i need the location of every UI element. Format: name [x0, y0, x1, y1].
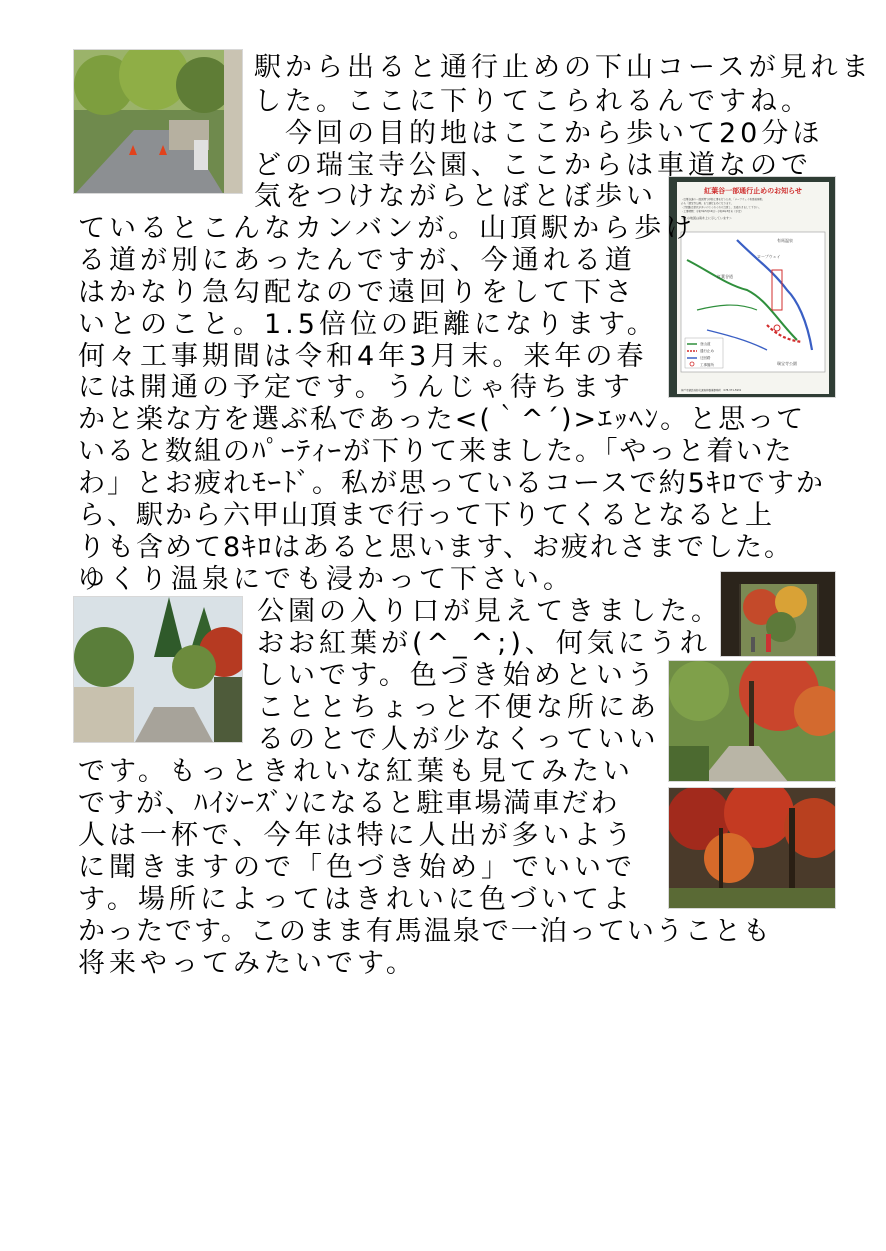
sign-map [677, 230, 829, 380]
sign-body-line: ・紅葉谷道の一部区間で砂防工事を行うため、「ロープウェイ有馬温泉駅」 [681, 198, 765, 201]
text-line: こととちょっと不便な所にあ [257, 692, 660, 723]
photo-maple-path [668, 660, 836, 782]
text-line: ゆくり温泉にでも浸かって下さい。 [78, 564, 574, 595]
text-line: かったです。このまま有馬温泉で一泊っていうことも [78, 916, 772, 947]
photo-red-maples [668, 787, 836, 909]
text-line: 気をつけながらとぼとぼ歩い [254, 181, 657, 212]
photo-red-maples-image [669, 788, 836, 909]
text-line: 将来やってみたいです。 [78, 948, 417, 979]
text-line: どの瑞宝寺公園、ここからは車道なので [254, 150, 812, 181]
text-line: に聞きますので「色づき始め」でいいで [78, 852, 636, 883]
sign-body [677, 196, 829, 216]
map-legend: 迂回路 [700, 356, 711, 360]
photo-maple-path-image [669, 661, 836, 782]
photo-closure-sign [668, 176, 836, 398]
map-label: 瑞宝寺公園 [777, 361, 797, 366]
text-line: しいです。色づき始めという [257, 660, 658, 691]
sign-body-line: ・工事期間：令和3年5月10日～令和4年3月末（予定） [681, 210, 744, 213]
sign-board [677, 182, 829, 394]
text-line: りも含めて8ｷﾛはあると思います、お疲れさまでした。 [78, 532, 794, 563]
text-line: した。ここに下りてこられるんですね。 [254, 86, 812, 117]
text-line: かと楽な方を選ぶ私であった<(｀^´)>ｴｯﾍﾝ。と思って [78, 404, 806, 435]
text-line: す。場所によってはきれいに色づいてよ [78, 884, 634, 915]
sign-map-caption: ＜この地図は南を上に示しています＞ [681, 216, 733, 220]
sign-body-line: ・迂回路は起伏が多いのでくれぐれも注意し、お疲れさまして下さい。 [681, 206, 762, 209]
photo-tree-road-image [74, 597, 243, 743]
text-line: 駅から出ると通行止めの下山コースが見れま [254, 52, 873, 83]
map-label: ロープウェイ [757, 254, 781, 259]
text-line: 公園の入り口が見えてきました。 [257, 596, 722, 627]
text-line: るのとで人が少なくっていい [257, 724, 660, 755]
photo-road-closed [73, 49, 243, 194]
text-line: はかなり急勾配なので遠回りをして下さ [78, 277, 636, 308]
photo-park-gate-image [721, 572, 836, 657]
text-line: ているとこんなカンバンが。山頂駅から歩け [78, 213, 697, 244]
text-line: 何々工事期間は令和4年3月末。来年の春 [78, 341, 648, 372]
text-line: 人は一杯で、今年は特に人出が多いよう [78, 820, 636, 851]
text-line: る道が別にあったんですが、今通れる道 [78, 245, 636, 276]
photo-road-closed-image [74, 50, 243, 194]
map-label: 有馬温泉 [777, 238, 793, 243]
text-line: ら、駅から六甲山頂まで行って下りてくるとなると上 [78, 500, 774, 531]
map-legend: 工事箇所 [700, 363, 714, 367]
sign-title: 紅葉谷一部通行止めのお知らせ [704, 187, 802, 195]
sign-footer: 神戸市建設局防災課森林整備事務所 078-371-5931 [681, 389, 742, 392]
text-line: いとのこと。1.5倍位の距離になります。 [78, 309, 658, 340]
map-legend: 登山道 [700, 342, 711, 346]
text-line: 今回の目的地はここから歩いて20分ほ [254, 118, 824, 149]
text-line: いると数組のﾊﾟｰﾃｨｰが下りて来ました。「やっと着いた [78, 436, 794, 467]
map-legend: 通行止め [700, 349, 714, 353]
text-line: ですが、ﾊｲｼｰｽﾞﾝになると駐車場満車だわ [78, 788, 620, 819]
text-line: には開通の予定です。うんじゃ待ちます [78, 372, 634, 403]
text-line: わ」とお疲れﾓｰﾄﾞ。私が思っているコースで約5ｷﾛですか [78, 468, 825, 499]
photo-tree-road [73, 596, 243, 743]
text-line: おお紅葉が(^_^;)、何気にうれ [257, 628, 711, 659]
map-label: 紅葉谷道 [717, 274, 733, 279]
photo-park-gate [720, 571, 836, 657]
text-line: です。もっときれいな紅葉も見てみたい [78, 756, 634, 787]
sign-body-line: から「瑞宝寺公園」まで通行止めになります。 [681, 202, 734, 205]
